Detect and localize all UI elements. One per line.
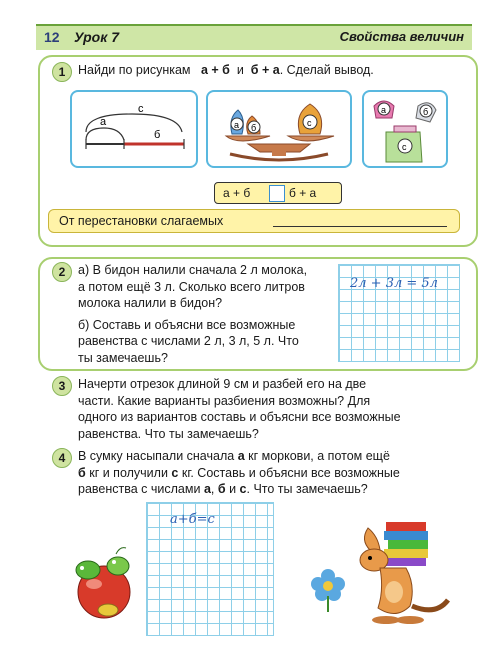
task-1-number: 1 [52,62,72,82]
task-2-handwriting: 2л + 3л = 5л [350,276,438,291]
page-number: 12 [44,29,60,45]
page-header [36,24,472,50]
task-3-number: 3 [52,376,72,396]
segment-label-b: б [154,129,161,141]
lesson-title: Урок 7 [74,29,120,45]
answer-line [273,226,447,227]
task-2-text: а) В бидон налили сначала 2 л молока, а потом ещё 3 л. Сколько всего литров молока налили в бидон? б) Составь и объясни все возможные равенства с числами 2 л, 3 л, 5 л. Что ты замечаешь? [78,263,308,365]
bugs-on-apple-illustration [68,540,142,620]
jar-picture [362,90,448,168]
segment-label-c: с [138,103,144,115]
jar-bag-a: а [381,105,387,115]
kangaroo-with-books-illustration [350,510,460,634]
section-title: Свойства величин [339,29,464,44]
segment-picture [70,90,198,168]
conclusion-field[interactable] [48,209,460,233]
scale-bag-c: с [307,118,312,128]
balance-scale-illustration [208,92,350,166]
scale-bag-b: б [251,123,257,133]
task-1-prompt: Найди по рисункам а + б и б + а. Сделай вывод. [78,63,374,77]
conclusion-text: От перестановки слагаемых [59,214,224,228]
task-4-number: 4 [52,448,72,468]
comparison-left: а + б [223,186,251,200]
comparison-sign-input[interactable] [269,185,285,202]
jar-bag-b: б [423,107,429,117]
comparison-right: б + а [289,186,317,200]
task-4-handwriting: а+б=с [170,512,215,527]
task-2-number: 2 [52,262,72,282]
scale-bag-a: а [234,120,240,130]
segment-diagram [72,92,196,166]
comparison-box [214,182,342,204]
flower-illustration [308,566,348,612]
jar-illustration [364,92,446,166]
scale-picture [206,90,352,168]
jar-label-c: с [402,142,407,152]
task-4-text: В сумку насыпали сначала а кг моркови, а потом ещё б кг и получили с кг. Составь и объясни все возможные равенства с числами а, б и с. Что ты замечаешь? [78,449,400,496]
task-3-text: Начерти отрезок длиной 9 см и разбей его на две части. Какие варианты разбиения возможны? Для одного из вариантов составь и объясни все возможные равенства. Что ты замечаешь? [78,377,401,441]
segment-label-a: а [100,116,107,128]
